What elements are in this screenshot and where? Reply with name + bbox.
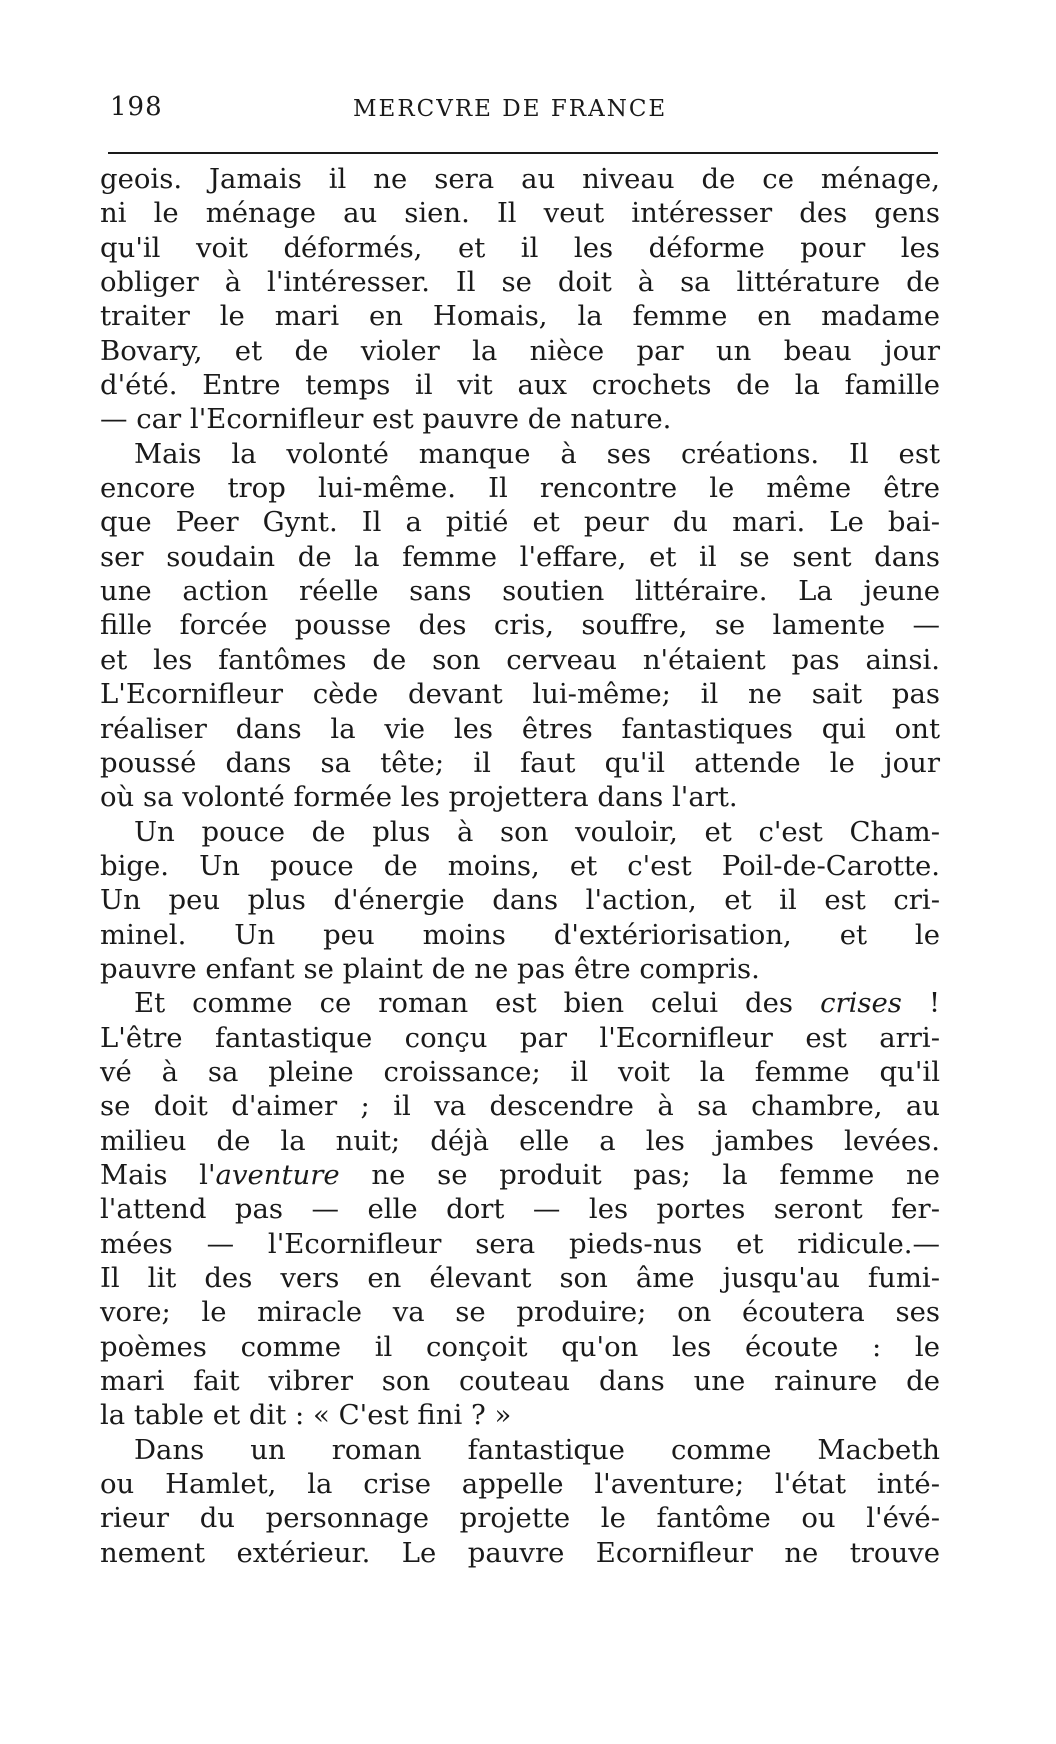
emphasis: crises [820, 987, 902, 1020]
text-line: rieur du personnage projette le fantôme ou l'évé- [100, 1502, 940, 1535]
text-line: Un pouce de plus à son vouloir, et c'est Cham- [134, 815, 940, 848]
text-line: vore; le miracle va se produire; on écoutera ses [100, 1296, 940, 1329]
text-line: se doit d'aimer ; il va descendre à sa chambre, au [100, 1090, 940, 1123]
text-line: ni le ménage au sien. Il veut intéresser des gens [100, 197, 940, 230]
text-line: Un peu plus d'énergie dans l'action, et il est cri- [100, 884, 940, 917]
page-number: 198 [110, 92, 163, 122]
text-line: la table et dit : « C'est fini ? » [100, 1399, 512, 1432]
text-line: Mais la volonté manque à ses créations. Il est [134, 437, 940, 470]
text-line: que Peer Gynt. Il a pitié et peur du mari. Le bai- [100, 506, 940, 539]
text-line: mées — l'Ecornifleur sera pieds-nus et ridicule.— [100, 1227, 940, 1260]
text-line: — car l'Ecornifleur est pauvre de nature. [100, 403, 672, 436]
text-line: L'Ecornifleur cède devant lui-même; il ne sait pas [100, 678, 940, 711]
text-line: Et comme ce roman est bien celui des crises ! [134, 987, 940, 1020]
text-line: traiter le mari en Homais, la femme en madame [100, 300, 940, 333]
text-line: nement extérieur. Le pauvre Ecornifleur ne trouve [100, 1536, 940, 1569]
text-line: mari fait vibrer son couteau dans une rainure de [100, 1365, 940, 1398]
text-line: minel. Un peu moins d'extériorisation, et le [100, 918, 940, 951]
text-line: Bovary, et de violer la nièce par un beau jour [100, 334, 940, 367]
text-line: réaliser dans la vie les êtres fantastiques qui ont [100, 712, 940, 745]
text-line: ser soudain de la femme l'effare, et il se sent dans [100, 540, 940, 573]
text-line: fille forcée pousse des cris, souffre, se lamente — [100, 609, 940, 642]
text-line: Il lit des vers en élevant son âme jusqu'au fumi- [100, 1262, 940, 1294]
text-line: vé à sa pleine croissance; il voit la femme qu'il [100, 1055, 940, 1088]
text-line: une action réelle sans soutien littéraire. La jeune [100, 575, 940, 608]
text-line: l'attend pas — elle dort — les portes seront fer- [100, 1193, 940, 1226]
header-rule [108, 152, 938, 154]
text-line: poèmes comme il conçoit qu'on les écoute : le [100, 1330, 940, 1363]
text-line: qu'il voit déformés, et il les déforme pour les [100, 231, 940, 264]
page-header [108, 92, 938, 134]
body-text [100, 162, 940, 1570]
running-title: MERCVRE DE FRANCE [353, 96, 668, 122]
text-line: pauvre enfant se plaint de ne pas être compris. [100, 952, 760, 985]
text-line: où sa volonté formée les projettera dans l'art. [100, 781, 738, 814]
text-line: ou Hamlet, la crise appelle l'aventure; l'état inté- [100, 1468, 940, 1501]
text-line: Dans un roman fantastique comme Macbeth [134, 1433, 940, 1466]
text-line: d'été. Entre temps il vit aux crochets de la famille [100, 369, 940, 402]
text-line: Mais l'aventure ne se produit pas; la femme ne [100, 1158, 940, 1191]
text-line: encore trop lui-même. Il rencontre le même être [100, 472, 940, 505]
text-line: L'être fantastique conçu par l'Ecornifleur est arri- [100, 1021, 940, 1054]
text-line: geois. Jamais il ne sera au niveau de ce ménage, [100, 163, 940, 195]
text-line: poussé dans sa tête; il faut qu'il attende le jour [100, 746, 940, 779]
text-line: obliger à l'intéresser. Il se doit à sa littérature de [100, 266, 940, 299]
text-line: et les fantômes de son cerveau n'étaient pas ainsi. [100, 643, 940, 676]
text-line: bige. Un pouce de moins, et c'est Poil-de-Carotte. [100, 849, 940, 882]
emphasis: aventure [215, 1158, 372, 1191]
text-line: milieu de la nuit; déjà elle a les jambes levées. [100, 1124, 940, 1157]
